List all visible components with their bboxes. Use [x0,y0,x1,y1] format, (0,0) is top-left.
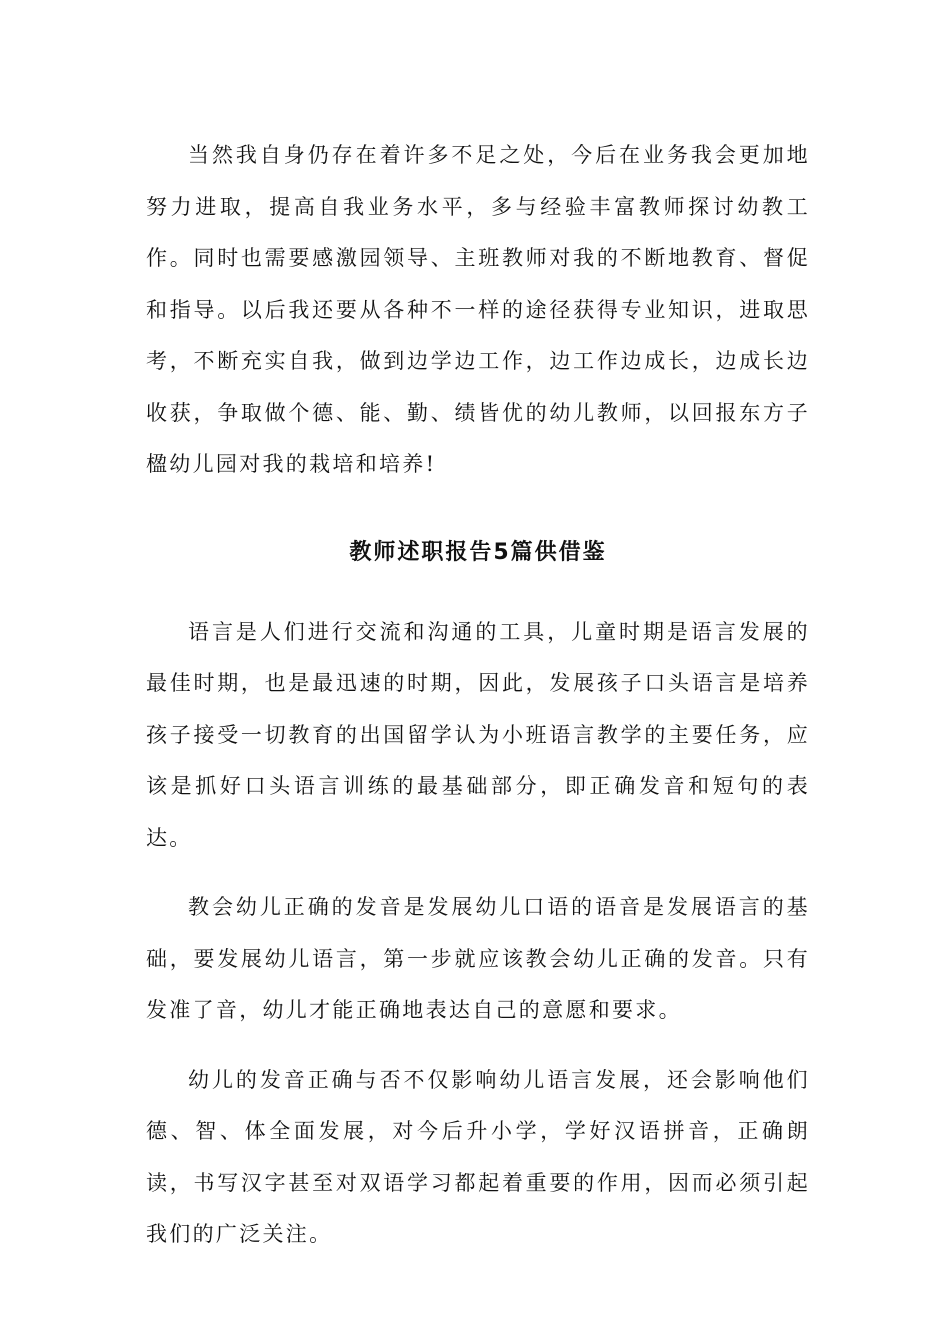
paragraph-1: 语言是人们进行交流和沟通的工具，儿童时期是语言发展的最佳时期，也是最迅速的时期，因此，发展孩子口头语言是培养孩子接受一切教育的出国留学认为小班语言教学的主要任务，应该是抓好口头语言训练的最基础部分，即正确发音和短句的表达。 [146,619,810,850]
intro-paragraph: 当然我自身仍存在着许多不足之处，今后在业务我会更加地努力进取，提高自我业务水平，多与经验丰富教师探讨幼教工作。同时也需要感激园领导、主班教师对我的不断地教育、督促和指导。以后我还要从各种不一样的途径获得专业知识，进取思考，不断充实自我，做到边学边工作，边工作边成长，边成长边收获，争取做个德、能、勤、绩皆优的幼儿教师，以回报东方子楹幼儿园对我的栽培和培养! [146,143,810,476]
paragraph-2: 教会幼儿正确的发音是发展幼儿口语的语音是发展语言的基础，要发展幼儿语言，第一步就应该教会幼儿正确的发音。只有发准了音，幼儿才能正确地表达自己的意愿和要求。 [146,895,810,1022]
document-body [146,130,810,1261]
section-title: 教师述职报告5篇供借鉴 [349,539,607,565]
paragraph-3: 幼儿的发音正确与否不仅影响幼儿语言发展，还会影响他们德、智、体全面发展，对今后升小学，学好汉语拼音，正确朗读，书写汉字甚至对双语学习都起着重要的作用，因而必须引起我们的广泛关注。 [146,1067,810,1246]
